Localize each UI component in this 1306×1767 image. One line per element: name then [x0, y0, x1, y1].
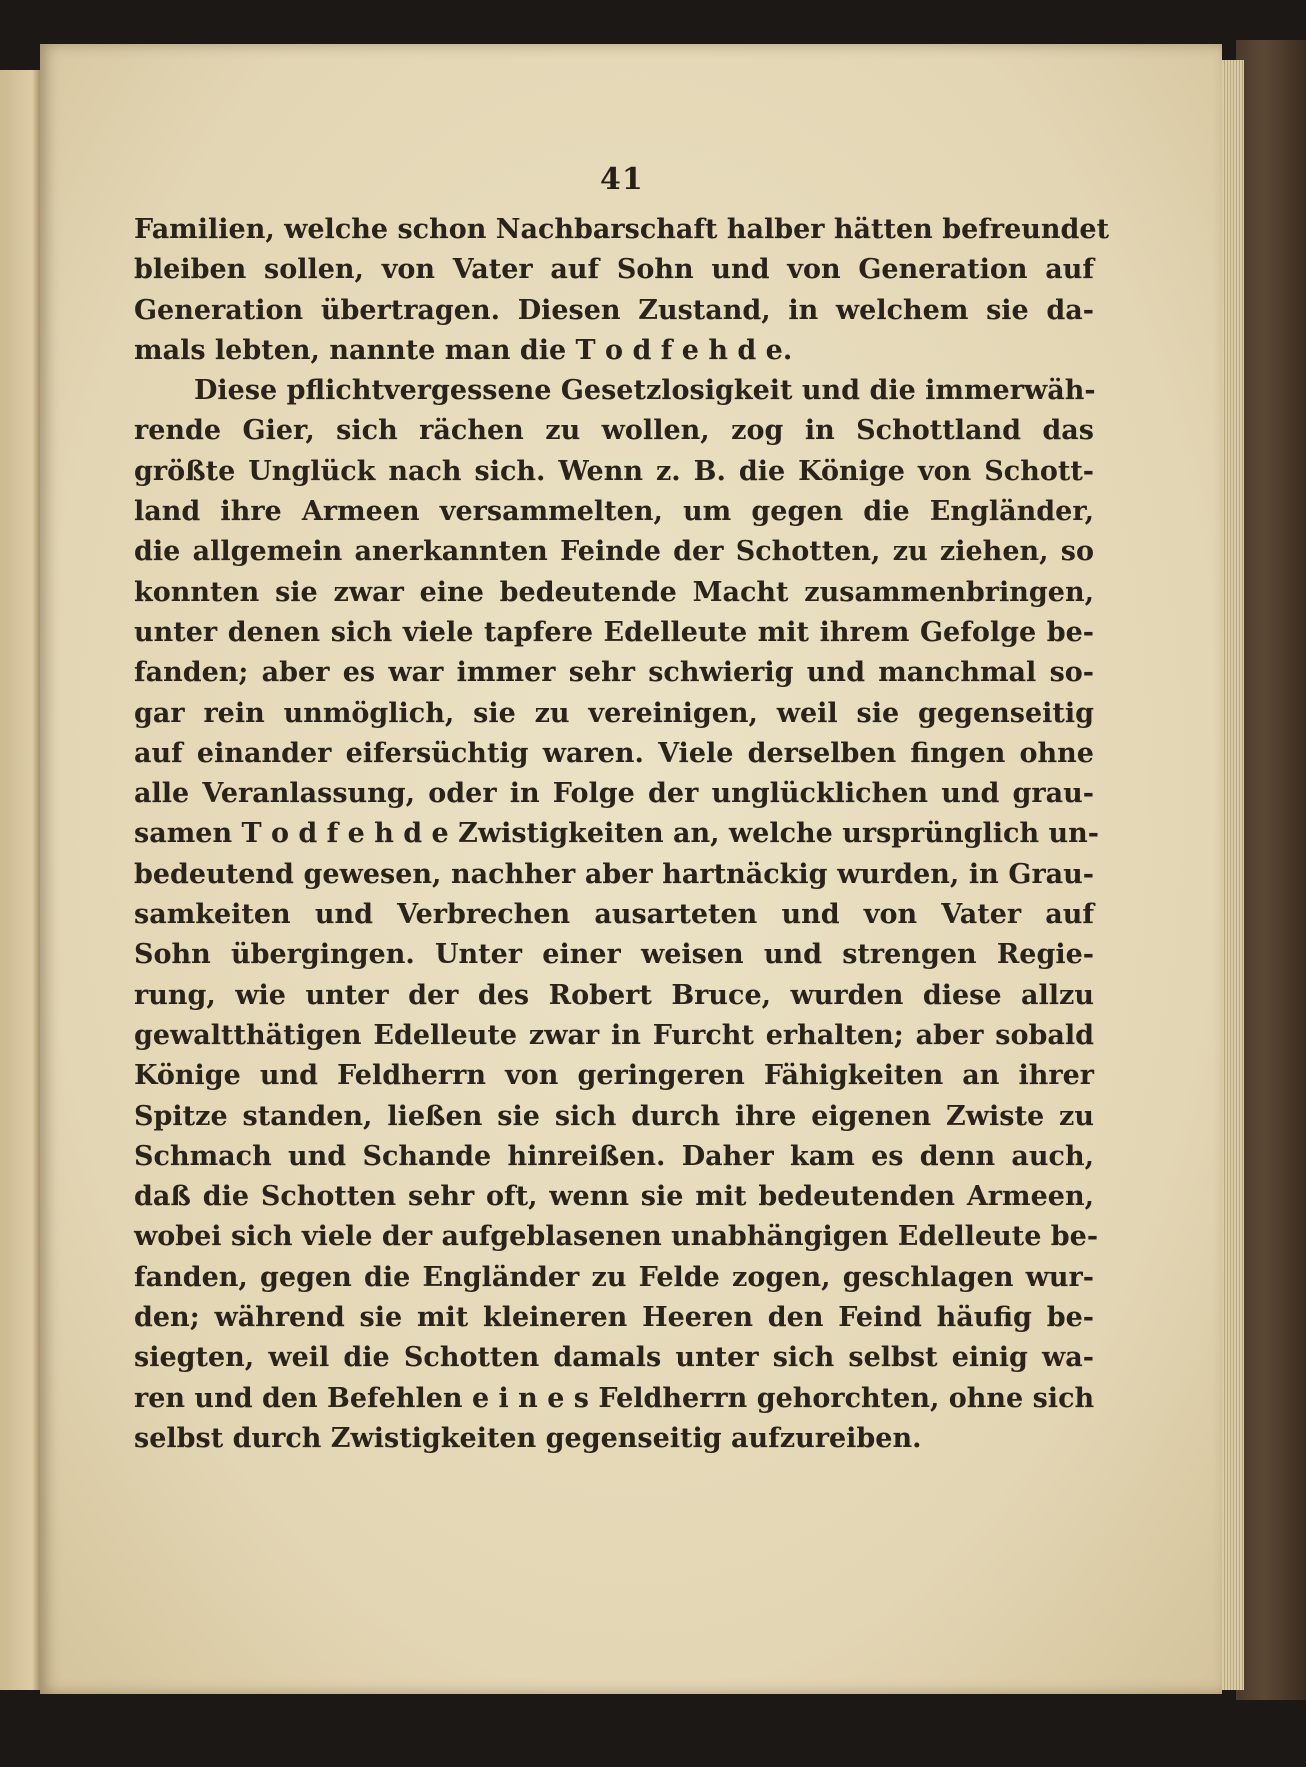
- text-line: Schmach und Schande hinreißen. Daher kam es denn auch,: [134, 1140, 1094, 1172]
- text-line: rung, wie unter der des Robert Bruce, wurden diese allzu: [134, 979, 1094, 1011]
- page-number: 41: [600, 162, 644, 197]
- text-line: selbst durch Zwistigkeiten gegenseitig aufzureiben.: [134, 1422, 922, 1454]
- text-line: bleiben sollen, von Vater auf Sohn und von Generation auf: [134, 254, 1094, 286]
- text-line: siegten, weil die Schotten damals unter sich selbst einig wa-: [134, 1342, 1094, 1374]
- text-line: gar rein unmöglich, sie zu vereinigen, weil sie gegenseitig: [134, 697, 1094, 729]
- text-line: bedeutend gewesen, nachher aber hartnäckig wurden, in Grau-: [134, 858, 1094, 890]
- text-line: daß die Schotten sehr oft, wenn sie mit bedeutenden Armeen,: [134, 1181, 1094, 1213]
- text-line: Könige und Feldherrn von geringeren Fähigkeiten an ihrer: [134, 1060, 1094, 1092]
- text-line: auf einander eifersüchtig waren. Viele derselben fingen ohne: [134, 737, 1094, 769]
- text-line: größte Unglück nach sich. Wenn z. B. die Könige von Schott-: [134, 455, 1094, 487]
- text-line: wobei sich viele der aufgeblasenen unabhängigen Edelleute be-: [134, 1221, 1099, 1253]
- text-line: fanden, gegen die Engländer zu Felde zogen, geschlagen wur-: [134, 1261, 1094, 1293]
- text-line: konnten sie zwar eine bedeutende Macht zusammenbringen,: [134, 576, 1094, 608]
- book-cover: [1236, 40, 1306, 1700]
- text-line: den; während sie mit kleineren Heeren den Feind häufig be-: [134, 1302, 1094, 1334]
- text-line: Sohn übergingen. Unter einer weisen und strengen Regie-: [134, 939, 1094, 971]
- text-line: die allgemein anerkannten Feinde der Schotten, zu ziehen, so: [134, 536, 1094, 568]
- facing-page-edge: [0, 70, 40, 1690]
- text-line: fanden; aber es war immer sehr schwierig und manchmal so-: [134, 657, 1094, 689]
- text-line: rende Gier, sich rächen zu wollen, zog in Schottland das: [134, 415, 1094, 447]
- text-line: alle Veranlassung, oder in Folge der unglücklichen und grau-: [134, 778, 1094, 810]
- text-line: Generation übertragen. Diesen Zustand, in welchem sie da-: [134, 294, 1094, 326]
- text-line: land ihre Armeen versammelten, um gegen die Engländer,: [134, 496, 1094, 528]
- text-line: samen T o d f e h d e Zwistigkeiten an, welche ursprünglich un-: [134, 818, 1099, 850]
- text-line: Familien, welche schon Nachbarschaft halber hätten befreundet: [134, 214, 1110, 245]
- text-line: unter denen sich viele tapfere Edelleute mit ihrem Gefolge be-: [134, 616, 1094, 648]
- text-line: samkeiten und Verbrechen ausarteten und von Vater auf: [134, 899, 1094, 931]
- text-line: ren und den Befehlen e i n e s Feldherrn gehorchten, ohne sich: [134, 1382, 1095, 1414]
- body-text: [134, 210, 1110, 1459]
- text-line: Spitze standen, ließen sie sich durch ihre eigenen Zwiste zu: [134, 1100, 1094, 1132]
- text-line: Diese pflichtvergessene Gesetzlosigkeit und die immerwäh-: [194, 375, 1096, 407]
- text-line: gewaltthätigen Edelleute zwar in Furcht erhalten; aber sobald: [134, 1019, 1094, 1051]
- text-line: mals lebten, nannte man die T o d f e h d e.: [134, 334, 793, 366]
